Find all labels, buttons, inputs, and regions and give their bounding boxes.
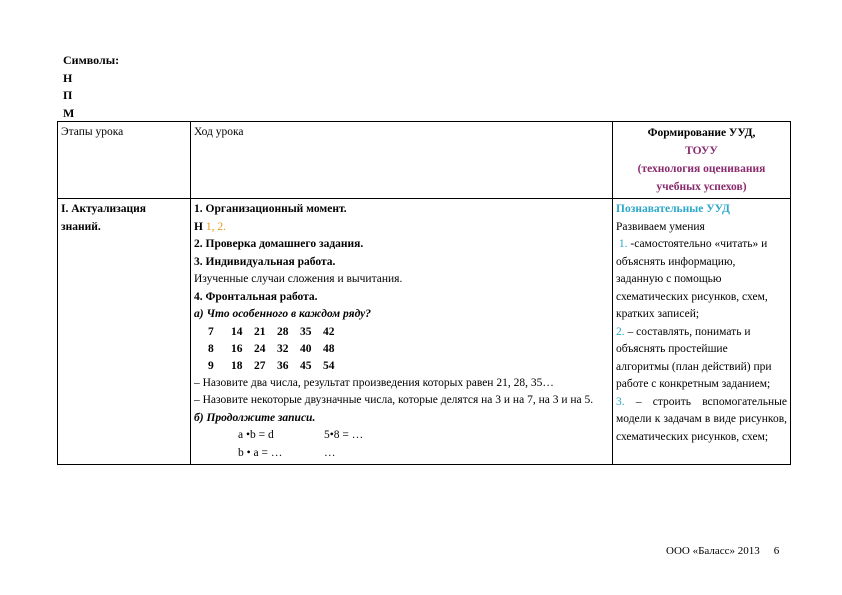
number-cell: 40	[300, 342, 312, 355]
symbols-title: Символы:	[63, 53, 120, 67]
stage-cell: I. Актуализация знаний.	[58, 199, 191, 465]
number-cell: 27	[254, 359, 266, 372]
table-header-row	[58, 122, 791, 199]
formula-1-left: a •b = d	[238, 429, 274, 441]
question-1: – Назовите два числа, результат произведения которых равен 21, 28, 35…	[194, 376, 554, 389]
number-row-3	[194, 358, 609, 375]
header-formation-line3: (технология оценивания учебных успехов)	[637, 163, 766, 193]
formation-intro: Развиваем умения	[616, 220, 705, 233]
number-cell: 14	[231, 325, 243, 338]
formation-item-1-text: -самостоятельно «читать» и объяснять информацию, заданную с помощью схематических рисунков, схем, кратких записей;	[616, 238, 768, 320]
number-cell: 48	[323, 342, 335, 355]
task-b: б) Продолжите записи.	[194, 411, 316, 424]
formation-item-2	[616, 324, 787, 394]
number-cell: 36	[277, 359, 289, 372]
number-cell: 42	[323, 325, 335, 338]
step-1: 1. Организационный момент.	[194, 203, 347, 215]
formula-row-1	[194, 427, 609, 445]
step-1-sub-prefix: Н	[194, 220, 206, 233]
number-cell: 16	[231, 342, 243, 355]
number-cell: 7	[208, 325, 214, 338]
page-number: 6	[773, 545, 780, 557]
task-a: а) Что особенного в каждом ряду?	[194, 308, 371, 320]
number-cell: 45	[300, 359, 312, 372]
header-formation-line1: Формирование УУД,	[647, 127, 756, 139]
formation-item-3-text: – строить вспомогательные модели к задачам в виде рисунков, схематических рисунков, схем;	[616, 395, 787, 443]
number-cell: 32	[277, 342, 289, 355]
page-footer	[666, 545, 779, 557]
formula-row-2	[194, 445, 609, 463]
symbol-p: П	[63, 88, 73, 102]
symbol-n: Н	[63, 70, 73, 85]
number-cell: 18	[231, 359, 243, 372]
number-cell: 28	[277, 325, 289, 338]
formula-2-right: …	[324, 446, 336, 459]
formation-item-1	[616, 236, 787, 324]
number-cell: 54	[323, 359, 335, 372]
formula-2-left: b • a = …	[238, 446, 283, 459]
step-3: 3. Индивидуальная работа.	[194, 255, 336, 268]
formation-item-3-num: 3.	[616, 395, 625, 408]
number-row-1	[194, 324, 609, 341]
lesson-table	[57, 121, 791, 465]
step-4: 4. Фронтальная работа.	[194, 290, 318, 303]
table-row	[58, 199, 791, 465]
formation-item-2-num: 2.	[616, 325, 625, 338]
number-cell: 35	[300, 325, 312, 338]
formula-1-right: 5•8 = …	[324, 429, 364, 441]
header-stages: Этапы урока	[58, 122, 191, 199]
number-cell: 21	[254, 325, 266, 338]
header-formation-line2: ТОУУ	[685, 145, 718, 157]
number-cell: 9	[208, 359, 214, 372]
number-cell: 8	[208, 342, 214, 355]
step-1-sub-values: 1, 2.	[205, 220, 226, 233]
footer-publisher: ООО «Баласс» 2013	[666, 545, 760, 557]
header-formation	[613, 122, 791, 199]
step-3-text: Изученные случаи сложения и вычитания.	[194, 273, 403, 285]
symbols-block	[63, 52, 119, 122]
formation-item-3	[616, 394, 787, 447]
question-2: – Назовите некоторые двузначные числа, которые делятся на 3 и на 7, на 3 и на 5.	[194, 394, 594, 406]
step-1-sub	[194, 219, 609, 237]
course-cell	[191, 199, 613, 465]
number-cell: 24	[254, 342, 266, 355]
step-2: 2. Проверка домашнего задания.	[194, 238, 364, 250]
number-row-2	[194, 341, 609, 358]
formation-item-1-num: 1.	[618, 238, 628, 250]
formation-item-2-text: – составлять, понимать и объяснять простейшие алгоритмы (план действий) при работе с конкретным заданием;	[616, 325, 772, 390]
formation-title: Познавательные УУД	[616, 203, 730, 215]
header-course: Ход урока	[191, 122, 613, 199]
symbol-m: М	[63, 105, 75, 120]
formation-cell	[613, 199, 791, 465]
